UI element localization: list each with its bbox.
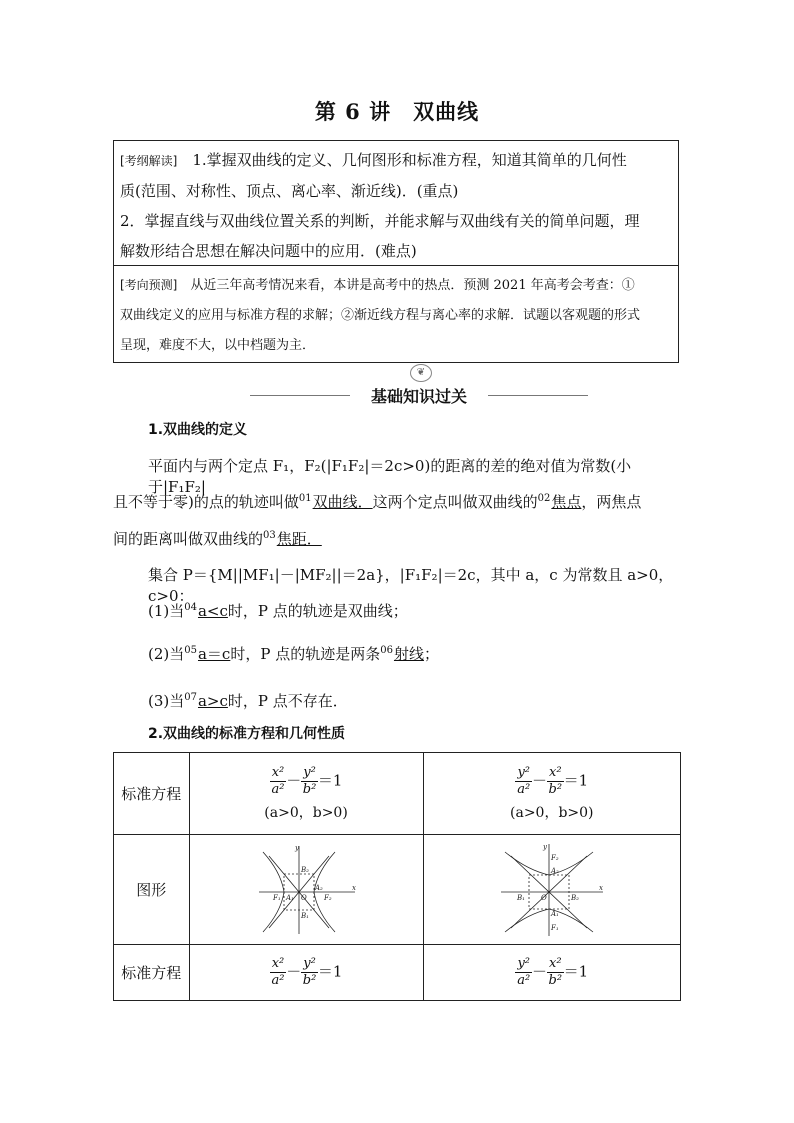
table-row xyxy=(114,753,681,835)
forecast-tag: [考向预测] xyxy=(120,278,178,292)
equation-cell-x xyxy=(189,945,423,1001)
section-title: 基础知识过关 xyxy=(370,387,467,406)
row-label: 图形 xyxy=(114,835,190,945)
equation-cell-x xyxy=(189,753,423,835)
condition: (a>0，b>0) xyxy=(264,805,348,821)
definition-line-1: 平面内与两个定点 F₁，F₂(|F₁F₂|＝2c>0)的距离的差的绝对值为常数(小于|F₁F₂| xyxy=(148,457,632,496)
forecast-line-2: 双曲线定义的应用与标准方程的求解；②渐近线方程与离心率的求解．试题以客观题的形式 xyxy=(120,308,641,323)
a1-label: A₁ xyxy=(286,893,294,902)
text: (2)当 xyxy=(148,645,185,663)
definition-line-3 xyxy=(113,528,679,549)
axis-y-label: y xyxy=(542,842,547,851)
equation-x xyxy=(191,956,422,989)
text: 时，P 点的轨迹是两条 xyxy=(230,645,381,663)
case-1 xyxy=(148,600,714,621)
condition: (a>0，b>0) xyxy=(510,805,594,821)
figure-cell-x xyxy=(189,835,423,945)
hyperbola-y-figure xyxy=(497,842,607,938)
numerator: y² xyxy=(517,765,530,780)
denominator: a² xyxy=(271,973,285,988)
minus: － xyxy=(532,962,548,981)
equation-x xyxy=(191,765,422,798)
axis-x-label: x xyxy=(598,883,603,892)
blank-answer: 焦点 xyxy=(551,493,582,511)
denominator: a² xyxy=(517,973,531,988)
text: 时，P 点不存在． xyxy=(227,692,348,710)
text: 间的距离叫做双曲线的 xyxy=(113,530,264,548)
numerator: x² xyxy=(549,765,562,780)
text: ； xyxy=(423,645,439,663)
numerator: y² xyxy=(517,956,530,971)
b2-label: B₂ xyxy=(301,865,310,874)
syllabus-line-1: 1.掌握双曲线的定义、几何图形和标准方程，知道其简单的几何性 xyxy=(177,151,627,169)
properties-table xyxy=(113,752,681,1001)
syllabus-line-3: 2．掌握直线与双曲线位置关系的判断，并能求解与双曲线有关的简单问题，理 xyxy=(120,212,640,230)
blank-answer: 双曲线． xyxy=(312,493,373,511)
properties-heading: 2.双曲线的标准方程和几何性质 xyxy=(148,726,346,742)
blank-number: 04 xyxy=(184,602,197,613)
case-3 xyxy=(148,690,714,711)
f2-label: F₂ xyxy=(550,853,559,862)
denominator: a² xyxy=(517,782,531,797)
denominator: b² xyxy=(548,782,563,797)
blank-number: 07 xyxy=(184,692,197,703)
blank-number: 02 xyxy=(537,493,551,504)
f2-label: F₂ xyxy=(324,893,332,902)
b1-label: B₁ xyxy=(301,911,310,920)
row-label: 标准方程 xyxy=(114,753,190,835)
figure-cell-y xyxy=(423,835,680,945)
blank-answer: a>c xyxy=(197,692,228,710)
blank-answer: 焦距． xyxy=(276,530,322,548)
numerator: x² xyxy=(271,956,285,971)
blank-number: 05 xyxy=(184,645,197,656)
minus: － xyxy=(532,771,548,790)
blank-answer: a<c xyxy=(197,602,228,620)
axis-y-label: y xyxy=(295,843,300,852)
forecast-box xyxy=(113,266,679,363)
rhs: ＝1 xyxy=(563,771,589,790)
denominator: b² xyxy=(302,782,317,797)
a1-label: A₁ xyxy=(550,909,559,918)
equation-y xyxy=(425,956,679,989)
blank-number: 06 xyxy=(380,645,393,656)
rhs: ＝1 xyxy=(563,962,589,981)
page-title: 第 6 讲 双曲线 xyxy=(314,99,480,124)
minus: － xyxy=(286,962,302,981)
origin-label: O xyxy=(540,893,547,902)
origin-label: O xyxy=(301,893,307,902)
definition-heading: 1.双曲线的定义 xyxy=(148,422,248,438)
text: 时，P 点的轨迹是双曲线； xyxy=(227,602,408,620)
b1-label: B₁ xyxy=(516,893,525,902)
text: (1)当 xyxy=(148,602,185,620)
table-row xyxy=(114,945,681,1001)
case-2 xyxy=(148,643,714,664)
a2-label: A₂ xyxy=(315,883,323,892)
hyperbola-x-figure xyxy=(251,842,361,938)
denominator: b² xyxy=(302,973,317,988)
row-label: 标准方程 xyxy=(114,945,190,1001)
a2-label: A₂ xyxy=(550,866,559,875)
denominator: b² xyxy=(548,973,563,988)
syllabus-line-4: 解数形结合思想在解决问题中的应用．(难点) xyxy=(120,242,417,260)
numerator: x² xyxy=(549,956,562,971)
rhs: ＝1 xyxy=(317,771,343,790)
blank-answer: 射线 xyxy=(393,645,424,663)
blank-number: 01 xyxy=(298,493,312,504)
numerator: y² xyxy=(303,956,316,971)
text: 这两个定点叫做双曲线的 xyxy=(372,493,538,511)
text: ，两焦点 xyxy=(581,493,642,511)
equation-cell-y xyxy=(423,945,680,1001)
table-row xyxy=(114,835,681,945)
forecast-line-1: 从近三年高考情况来看，本讲是高考中的热点．预测 2021 年高考会考查：① xyxy=(177,278,635,293)
text: (3)当 xyxy=(148,692,185,710)
b2-label: B₂ xyxy=(570,893,579,902)
equation-cell-y xyxy=(423,753,680,835)
f1-label: F₁ xyxy=(273,893,281,902)
axis-x-label: x xyxy=(352,883,357,892)
section-header xyxy=(250,367,588,410)
denominator: a² xyxy=(271,782,285,797)
divider-right xyxy=(488,395,588,396)
forecast-line-3: 呈现，难度不大，以中档题为主． xyxy=(120,338,316,353)
numerator: y² xyxy=(303,765,316,780)
syllabus-tag: [考纲解读] xyxy=(120,154,178,168)
leaf-emblem-icon: ❦ xyxy=(410,364,432,382)
set-definition: 集合 P＝{M||MF₁|－|MF₂||＝2a}，|F₁F₂|＝2c，其中 a，c 为常数且 a>0，c>0： xyxy=(148,566,674,605)
definition-line-2 xyxy=(113,491,679,512)
syllabus-box xyxy=(113,140,679,266)
equation-y xyxy=(425,765,679,798)
numerator: x² xyxy=(271,765,285,780)
minus: － xyxy=(286,771,302,790)
blank-number: 03 xyxy=(263,530,276,541)
text: 且不等于零)的点的轨迹叫做 xyxy=(113,493,299,511)
blank-answer: a＝c xyxy=(197,645,231,663)
syllabus-line-2: 质(范围、对称性、顶点、离心率、渐近线)．(重点) xyxy=(120,182,459,200)
rhs: ＝1 xyxy=(317,962,343,981)
f1-label: F₁ xyxy=(550,923,559,932)
